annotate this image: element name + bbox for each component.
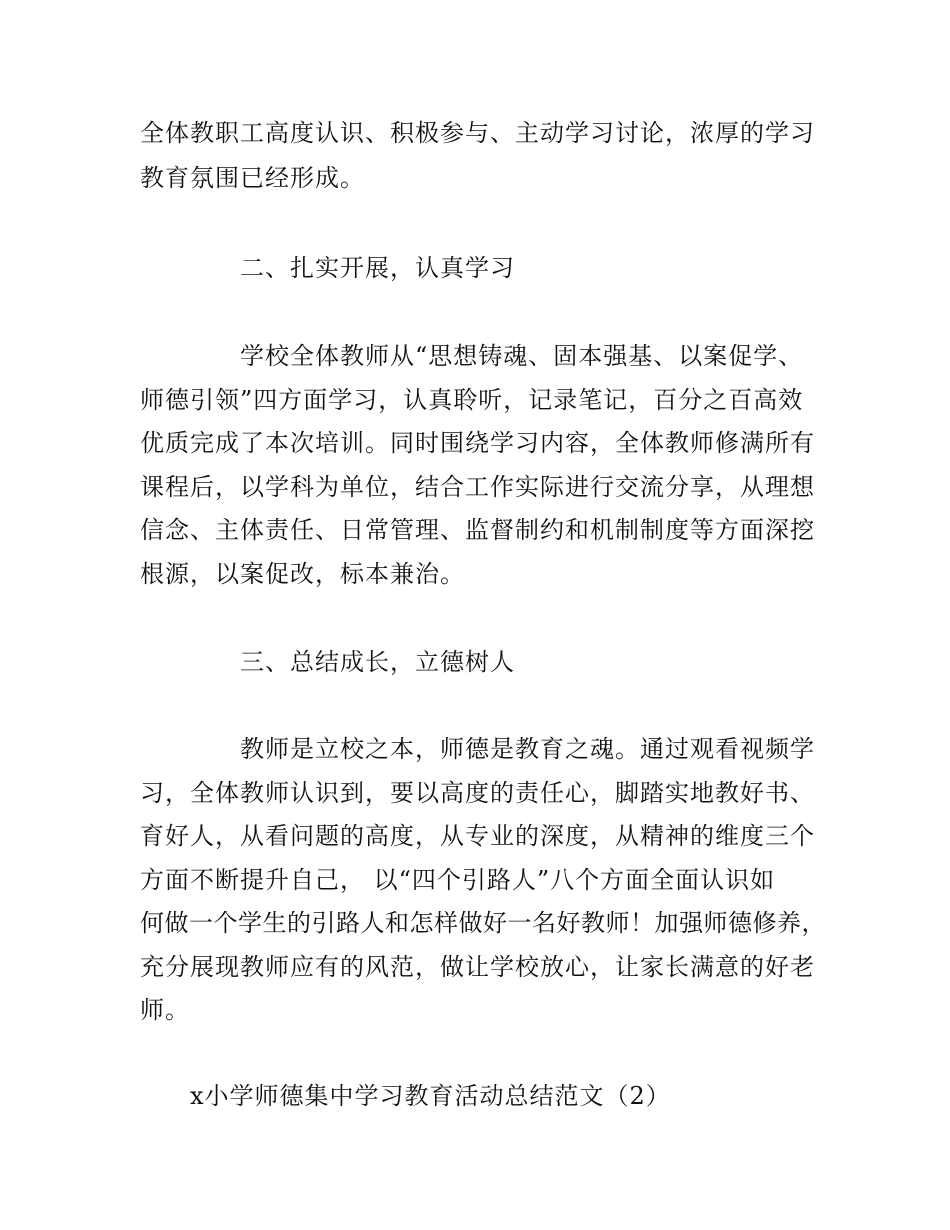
paragraph-2-line-4: 课程后，以学科为单位，结合工作实际进行交流分享，从理想 [140,473,815,501]
section-heading-2: 二、扎实开展，认真学习 [240,254,515,282]
paragraph-2-line-1: 学校全体教师从“思想铸魂、固本强基、以案促学、 [240,342,804,370]
paragraph-3-line-5: 何做一个学生的引路人和怎样做好一名好教师！加强师德修养， [140,909,826,937]
paragraph-3-line-4: 方面不断提升自己， 以“四个引路人”八个方面全面认识如 [140,866,776,894]
paragraph-2-line-6: 根源，以案促改，标本兼治。 [140,560,465,588]
section-title: x小学师德集中学习教育活动总结范文（2） [190,1082,671,1110]
paragraph-3-line-2: 习，全体教师认识到，要以高度的责任心，脚踏实地教好书、 [140,779,815,807]
paragraph-2-line-2: 师德引领”四方面学习，认真聆听，记录笔记，百分之百高效 [140,386,804,414]
paragraph-3-line-7: 师。 [140,996,190,1024]
section-heading-3: 三、总结成长，立德树人 [240,648,515,676]
paragraph-2-line-3: 优质完成了本次培训。同时围绕学习内容，全体教师修满所有 [140,429,815,457]
paragraph-1-line-2: 教育氛围已经形成。 [140,164,365,192]
paragraph-3-line-1: 教师是立校之本，师德是教育之魂。通过观看视频学 [240,735,815,763]
paragraph-3-line-6: 充分展现教师应有的风范，做让学校放心，让家长满意的好老 [140,953,815,981]
paragraph-1-line-1: 全体教职工高度认识、积极参与、主动学习讨论，浓厚的学习 [140,119,815,147]
paragraph-2-line-5: 信念、主体责任、日常管理、监督制约和机制制度等方面深挖 [140,516,815,544]
paragraph-3-line-3: 育好人，从看问题的高度，从专业的深度，从精神的维度三个 [140,822,815,850]
